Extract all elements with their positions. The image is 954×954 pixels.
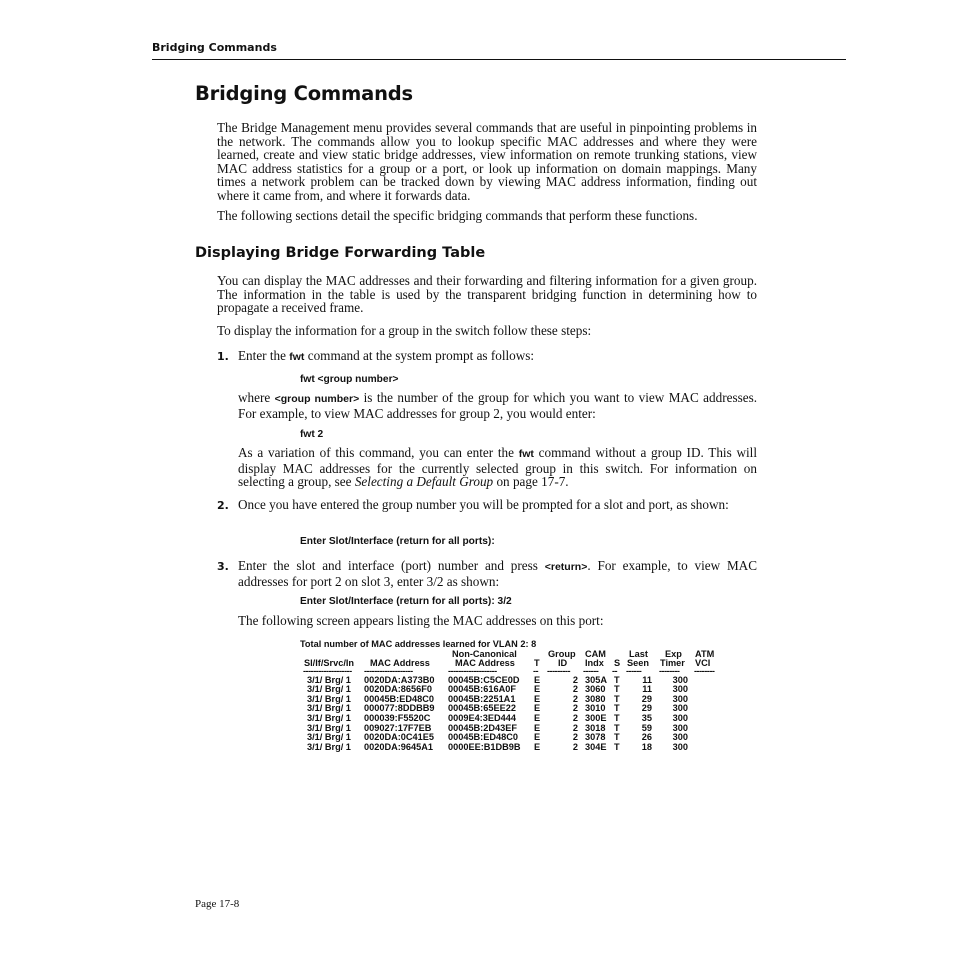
dash-t: -- <box>533 665 539 676</box>
cell-s: T <box>614 712 620 723</box>
running-header-title: Bridging Commands <box>152 41 277 54</box>
cell-s: T <box>614 703 620 714</box>
cell-last: 59 <box>641 722 652 733</box>
cell-group: 2 <box>572 722 578 733</box>
cell-group: 2 <box>572 674 578 685</box>
col-cam-header-2: Indx <box>585 658 604 669</box>
cell-noncanon: 00045B:C5CE0D <box>448 674 520 685</box>
cell-last: 18 <box>641 741 652 752</box>
mac-table-header <box>300 650 720 670</box>
cell-s: T <box>614 684 620 695</box>
cell-t: E <box>534 741 541 752</box>
dash-group: --------- <box>547 665 571 676</box>
cell-cam: 3080 <box>585 693 606 704</box>
cell-slot: 3/1/ Brg/ 1 <box>307 732 351 743</box>
cell-exp: 300 <box>672 712 688 723</box>
cell-noncanon: 00045B:65EE22 <box>448 703 516 714</box>
col-exp-header-2: Timer <box>660 658 685 669</box>
cell-t: E <box>534 703 541 714</box>
cell-slot: 3/1/ Brg/ 1 <box>307 712 351 723</box>
cell-s: T <box>614 693 620 704</box>
cross-reference: Selecting a Default Group <box>354 474 494 489</box>
cell-noncanon: 0009E4:3ED444 <box>448 712 516 723</box>
cell-last: 11 <box>642 684 652 695</box>
mac-table-title: Total number of MAC addresses learned for VLAN 2: 8 <box>300 639 537 649</box>
cell-cam: 3060 <box>585 684 606 695</box>
dash-noncanon: ------------------- <box>448 665 497 676</box>
step-1-code: fwt <group number> <box>300 374 399 385</box>
cell-exp: 300 <box>672 741 688 752</box>
header-rule <box>152 59 846 60</box>
step-2-number: 2. <box>217 499 229 512</box>
col-slot-header: Sl/If/Srvc/In <box>304 658 355 669</box>
cell-cam: 3018 <box>585 722 606 733</box>
table-row <box>300 743 720 753</box>
step-3-text-b: . For example, to view MAC addresses for port 2 on slot 3, enter 3/2 as shown: <box>238 558 757 589</box>
cell-noncanon: 00045B:2251A1 <box>448 693 516 704</box>
cell-mac: 000039:F5520C <box>364 712 431 723</box>
cell-last: 29 <box>641 693 652 704</box>
where-text-b: is the number of the group for which you want to view MAC addresses. For example, to view MAC addresses for group 2, you would enter: <box>238 390 757 421</box>
step-1-where <box>238 391 757 420</box>
variation-text-a: As a variation of this command, you can enter the <box>238 445 519 460</box>
dash-last: ------ <box>626 665 642 676</box>
cell-mac: 0020DA:8656F0 <box>364 684 432 695</box>
where-code: <group number> <box>274 393 360 405</box>
cell-group: 2 <box>572 693 578 704</box>
col-atm-header-1: ATM <box>695 648 715 659</box>
mac-table-body <box>300 676 720 753</box>
dash-exp: -------- <box>659 665 680 676</box>
cell-slot: 3/1/ Brg/ 1 <box>307 674 351 685</box>
cell-slot: 3/1/ Brg/ 1 <box>307 703 351 714</box>
cell-exp: 300 <box>672 722 688 733</box>
cell-slot: 3/1/ Brg/ 1 <box>307 684 351 695</box>
mac-address-table <box>300 640 720 752</box>
step-1-number: 1. <box>217 350 229 363</box>
cell-cam: 3010 <box>585 703 606 714</box>
step-1-variation <box>238 446 757 489</box>
step-3-number: 3. <box>217 560 229 573</box>
intro-paragraph: The Bridge Management menu provides several commands that are useful in pinpointing problems in the network. The commands allow you to lookup specific MAC addresses and where they were learned, create and view static bridge addresses, view information on remote trunking stations, view MAC address statistics for a group or a port, or look up information on domain mappings. Many times a network problem can be tracked down by viewing MAC address information, finding out where it came from, and where it forwards data. <box>217 120 757 203</box>
cell-mac: 0020DA:9645A1 <box>364 741 433 752</box>
cell-last: 26 <box>641 732 652 743</box>
col-noncanon-header-1: Non-Canonical <box>452 648 517 659</box>
cell-group: 2 <box>572 732 578 743</box>
subsection-title: Displaying Bridge Forwarding Table <box>195 245 486 261</box>
variation-text-c: on page 17-7. <box>493 474 569 489</box>
cell-group: 2 <box>572 703 578 714</box>
cell-cam: 305A <box>585 674 607 685</box>
cell-exp: 300 <box>672 674 688 685</box>
cell-t: E <box>534 732 541 743</box>
steps-intro: To display the information for a group in the switch follow these steps: <box>217 323 592 338</box>
cell-s: T <box>614 732 620 743</box>
cell-group: 2 <box>572 712 578 723</box>
cell-last: 11 <box>642 674 652 685</box>
step-1-text-b: command at the system prompt as follows: <box>304 348 535 363</box>
dash-mac: ------------------- <box>364 665 413 676</box>
cell-cam: 300E <box>585 712 607 723</box>
cell-last: 35 <box>641 712 652 723</box>
step-3-after: The following screen appears listing the MAC addresses on this port: <box>238 613 604 628</box>
cell-exp: 300 <box>672 732 688 743</box>
step-1-code-2: fwt 2 <box>300 429 324 440</box>
cell-noncanon: 0000EE:B1DB9B <box>448 741 521 752</box>
cell-s: T <box>614 741 620 752</box>
cell-slot: 3/1/ Brg/ 1 <box>307 693 351 704</box>
step-3-text-a: Enter the slot and interface (port) number and press <box>238 558 545 573</box>
col-group-header-1: Group <box>548 648 576 659</box>
dash-cam: ------ <box>583 665 599 676</box>
step-2-text: Once you have entered the group number you will be prompted for a slot and port, as shown: <box>238 497 729 512</box>
page-number: Page 17-8 <box>195 898 240 910</box>
dash-slot: ------------------- <box>303 665 352 676</box>
col-last-header-2: Seen <box>627 658 649 669</box>
step-1-text-a: Enter the <box>238 348 290 363</box>
cell-mac: 009027:17F7EB <box>364 722 432 733</box>
cell-s: T <box>614 674 620 685</box>
cell-noncanon: 00045B:616A0F <box>448 684 516 695</box>
where-text-a: where <box>238 390 275 405</box>
col-group-header-2: ID <box>558 658 568 669</box>
cell-mac: 00045B:ED48C0 <box>364 693 434 704</box>
cell-group: 2 <box>572 684 578 695</box>
dash-s: -- <box>612 665 618 676</box>
cell-slot: 3/1/ Brg/ 1 <box>307 722 351 733</box>
cell-t: E <box>534 693 541 704</box>
cell-mac: 000077:8DDBB9 <box>364 703 435 714</box>
col-cam-header-1: CAM <box>585 648 606 659</box>
step-3-key: <return> <box>544 561 588 573</box>
dash-atm: -------- <box>694 665 715 676</box>
cell-cam: 304E <box>585 741 607 752</box>
cell-noncanon: 00045B:2D43EF <box>448 722 517 733</box>
variation-text-b: command without a group ID. This will display MAC addresses for the currently selected group in this switch. For information on selecting a group, see <box>238 445 757 489</box>
step-1-command: fwt <box>289 351 305 363</box>
section-title: Bridging Commands <box>195 82 413 105</box>
cell-mac: 0020DA:A373B0 <box>364 674 435 685</box>
col-atm-header-2: VCI <box>695 658 711 669</box>
col-t-header: T <box>534 658 540 669</box>
intro-paragraph-2: The following sections detail the specific bridging commands that perform these functions. <box>217 208 698 223</box>
subsection-paragraph: You can display the MAC addresses and their forwarding and filtering information for a given group. The information in the table is used by the transparent bridging function in determining how to propagate a received frame. <box>217 273 757 315</box>
step-1-text <box>238 349 757 365</box>
col-last-header-1: Last <box>629 648 648 659</box>
cell-cam: 3078 <box>585 732 606 743</box>
col-exp-header-1: Exp <box>665 648 682 659</box>
step-2-code: Enter Slot/Interface (return for all ports): <box>300 536 495 547</box>
cell-exp: 300 <box>672 703 688 714</box>
cell-mac: 0020DA:0C41E5 <box>364 732 434 743</box>
variation-command: fwt <box>518 448 534 460</box>
cell-t: E <box>534 684 541 695</box>
cell-slot: 3/1/ Brg/ 1 <box>307 741 351 752</box>
cell-group: 2 <box>572 741 578 752</box>
step-3-code: Enter Slot/Interface (return for all ports): 3/2 <box>300 596 512 607</box>
col-mac-header: MAC Address <box>370 658 430 669</box>
cell-exp: 300 <box>672 693 688 704</box>
cell-s: T <box>614 722 620 733</box>
col-s-header: S <box>614 658 621 669</box>
cell-noncanon: 00045B:ED48C0 <box>448 732 518 743</box>
cell-exp: 300 <box>672 684 688 695</box>
cell-t: E <box>534 674 541 685</box>
cell-t: E <box>534 712 541 723</box>
cell-t: E <box>534 722 541 733</box>
col-noncanon-header-2: MAC Address <box>455 658 515 669</box>
step-3-text <box>238 559 757 588</box>
cell-last: 29 <box>641 703 652 714</box>
